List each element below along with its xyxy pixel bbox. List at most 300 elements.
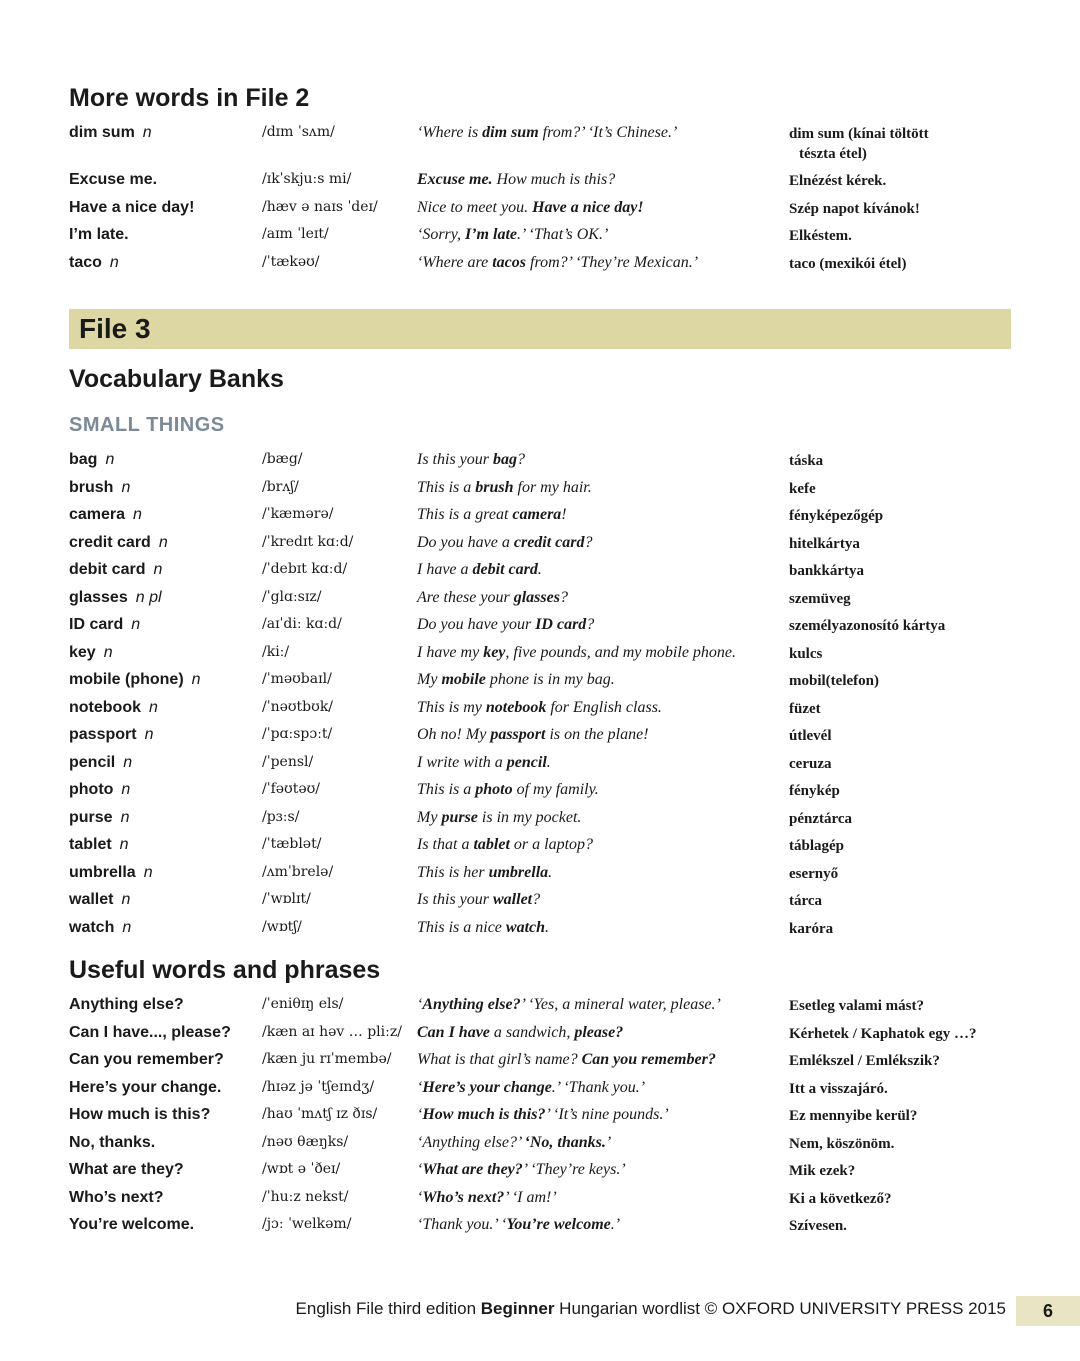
translation	[789, 124, 999, 164]
example-sentence	[417, 1189, 557, 1207]
example-text: This is her	[417, 863, 489, 881]
part-of-speech: n	[133, 506, 142, 523]
headword	[69, 451, 114, 469]
part-of-speech: n	[149, 698, 158, 716]
word-row	[0, 479, 1080, 507]
translation-text: szemüveg	[789, 590, 851, 607]
example-keyword: Have a nice day!	[532, 198, 644, 216]
example-keyword: What are they?	[422, 1161, 523, 1178]
translation	[789, 171, 999, 191]
translation-text: Esetleg valami mást?	[789, 998, 924, 1014]
example-sentence	[417, 1161, 626, 1179]
example-text: ‘	[417, 1106, 423, 1123]
headword	[69, 1161, 184, 1179]
example-text: Is that a	[417, 836, 474, 853]
part-of-speech: n	[153, 561, 163, 578]
translation	[789, 836, 999, 856]
translation-text: személyazonosító kártya	[789, 618, 946, 634]
translation	[789, 754, 999, 774]
pronunciation: /ˈpensl/	[262, 753, 314, 770]
example-text: My	[417, 671, 442, 688]
headword-text: What are they?	[69, 1161, 184, 1178]
pronunciation: /aɪm ˈleɪt/	[262, 226, 329, 242]
translation-text: karóra	[789, 920, 834, 937]
word-row	[0, 1189, 1080, 1217]
example-sentence	[417, 996, 721, 1014]
example-text: Is this your	[417, 451, 493, 468]
headword	[69, 809, 129, 827]
headword	[69, 1079, 221, 1097]
pronunciation: /ˈməʊbaɪl/	[262, 671, 332, 687]
example-keyword: purse	[441, 808, 478, 826]
translation-text: kefe	[789, 480, 816, 497]
translation-text: hitelkártya	[789, 535, 860, 552]
pronunciation: /aɪˈdiː kɑːd/	[262, 616, 342, 632]
pronunciation: /brʌʃ/	[262, 478, 299, 495]
word-row	[0, 1051, 1080, 1079]
example-text: phone is in my bag.	[485, 671, 615, 688]
word-row	[0, 671, 1080, 699]
example-text: Do you have a	[417, 533, 514, 551]
example-text: This is my	[417, 698, 486, 716]
part-of-speech: n	[122, 918, 132, 936]
example-keyword: please?	[574, 1023, 624, 1041]
example-text: ?	[586, 616, 595, 633]
word-row	[0, 1134, 1080, 1162]
example-text: This is a nice	[417, 918, 506, 936]
more-words-list	[0, 124, 1080, 281]
example-keyword: How much is this?	[422, 1106, 546, 1123]
headword-text: ID card	[69, 616, 124, 633]
example-keyword: tablet	[473, 836, 510, 853]
headword	[69, 754, 132, 772]
translation	[789, 561, 999, 581]
example-keyword: umbrella	[488, 863, 549, 881]
translation	[789, 254, 999, 274]
example-sentence	[417, 589, 568, 607]
example-sentence	[417, 506, 567, 524]
headword	[69, 124, 152, 142]
headword	[69, 644, 113, 662]
example-text: ‘Sorry,	[417, 226, 465, 243]
translation	[789, 1106, 999, 1126]
translation	[789, 199, 999, 219]
part-of-speech: n	[123, 753, 133, 771]
example-text: .	[537, 561, 542, 578]
pronunciation: /wɒt ə ˈðeɪ/	[262, 1161, 341, 1177]
word-row	[0, 836, 1080, 864]
translation	[789, 644, 999, 664]
word-row	[0, 226, 1080, 254]
example-sentence	[417, 699, 662, 717]
word-row	[0, 1216, 1080, 1244]
pronunciation: /ˈeniθɪŋ els/	[262, 996, 344, 1012]
headword	[69, 171, 157, 189]
word-row	[0, 1079, 1080, 1107]
example-text: Do you have your	[417, 616, 536, 633]
example-text: My	[417, 808, 442, 826]
headword-text: purse	[69, 808, 113, 826]
example-text: ’ ‘I am!’	[504, 1188, 557, 1206]
example-text: , five pounds, and my mobile phone.	[505, 643, 737, 661]
word-row	[0, 864, 1080, 892]
part-of-speech: n	[120, 808, 130, 826]
headword	[69, 1024, 231, 1042]
translation	[789, 996, 999, 1016]
headword-text: Anything else?	[69, 996, 184, 1013]
example-text: ’	[605, 1133, 612, 1151]
headword	[69, 534, 168, 552]
example-text: for my hair.	[513, 478, 592, 496]
pronunciation: /jɔː ˈwelkəm/	[262, 1216, 352, 1232]
example-text: ‘Anything else?’	[417, 1133, 525, 1151]
example-sentence	[417, 561, 542, 579]
headword-text: Who’s next?	[69, 1188, 164, 1206]
part-of-speech: n	[144, 726, 154, 743]
part-of-speech: n	[121, 891, 131, 908]
word-row	[0, 891, 1080, 919]
pronunciation: /wɒtʃ/	[262, 918, 302, 935]
translation-text: ceruza	[789, 755, 832, 772]
example-text: I have a	[417, 561, 473, 578]
translation	[789, 891, 999, 911]
headword	[69, 506, 142, 524]
translation	[789, 864, 999, 884]
example-sentence	[417, 171, 615, 189]
example-keyword: mobile	[441, 671, 486, 688]
example-text: ?	[584, 533, 593, 551]
headword-text: key	[69, 643, 96, 661]
example-text: for English class.	[546, 698, 662, 716]
example-keyword: ‘No, thanks.	[524, 1133, 606, 1151]
example-sentence	[417, 124, 677, 142]
example-keyword: pencil	[506, 753, 547, 771]
translation-text: Emlékszel / Emlékszik?	[789, 1053, 940, 1069]
example-sentence	[417, 254, 698, 272]
pronunciation: /ˈkredɪt kɑːd/	[262, 533, 354, 550]
example-keyword: I’m late	[465, 226, 517, 243]
pronunciation: /ˈpɑːspɔːt/	[262, 726, 333, 742]
headword	[69, 589, 162, 607]
translation-text: Szívesen.	[789, 1218, 847, 1234]
word-row	[0, 1024, 1080, 1052]
translation	[789, 616, 999, 636]
word-row	[0, 726, 1080, 754]
footer-copyright	[296, 1299, 1006, 1319]
pronunciation: /ˈtæblət/	[262, 836, 322, 852]
example-text: Nice to meet you.	[417, 198, 533, 216]
headword	[69, 616, 140, 634]
part-of-speech: n	[119, 836, 129, 853]
example-text: .’ ‘Thank you.’	[551, 1078, 646, 1096]
example-sentence	[417, 1024, 623, 1042]
part-of-speech: n	[191, 671, 201, 688]
part-of-speech: n	[121, 478, 131, 496]
translation-text: dim sum (kínai töltött	[789, 126, 929, 142]
headword	[69, 226, 129, 244]
headword-text: credit card	[69, 533, 151, 551]
example-sentence	[417, 754, 551, 772]
headword-text: You’re welcome.	[69, 1216, 195, 1233]
example-keyword: dim sum	[482, 124, 539, 141]
pronunciation: /ɪkˈskjuːs mi/	[262, 171, 352, 187]
headword	[69, 726, 153, 744]
file-band-label: File 3	[79, 313, 151, 344]
example-sentence	[417, 919, 549, 937]
translation-text: Kérhetek / Kaphatok egy …?	[789, 1025, 977, 1042]
more-words-heading: More words in File 2	[69, 84, 310, 112]
pronunciation: /ˈhuːz nekst/	[262, 1188, 349, 1205]
headword	[69, 864, 153, 882]
word-row	[0, 589, 1080, 617]
pronunciation: /dɪm ˈsʌm/	[262, 124, 335, 140]
footer	[0, 1296, 1080, 1326]
headword	[69, 199, 194, 217]
example-sentence	[417, 644, 736, 662]
translation-text: Nem, köszönöm.	[789, 1135, 895, 1152]
headword	[69, 561, 162, 579]
translation	[789, 699, 999, 719]
example-sentence	[417, 891, 540, 909]
example-sentence	[417, 836, 593, 854]
example-keyword: tacos	[492, 253, 527, 271]
headword-text: Can you remember?	[69, 1051, 224, 1068]
part-of-speech: n	[131, 616, 141, 633]
pronunciation: /kæn aɪ həv … pliːz/	[262, 1023, 402, 1040]
example-sentence	[417, 199, 644, 217]
example-keyword: Who’s next?	[422, 1188, 505, 1206]
pronunciation: /hɪəz jə ˈtʃeɪndʒ/	[262, 1078, 375, 1095]
headword	[69, 699, 158, 717]
translation-text: Szép napot kívánok!	[789, 200, 920, 217]
example-keyword: Excuse me.	[417, 171, 493, 188]
translation-text: mobil(telefon)	[789, 673, 879, 689]
pronunciation: /ˈfəʊtəʊ/	[262, 781, 321, 797]
example-sentence	[417, 726, 649, 744]
word-row	[0, 996, 1080, 1024]
headword	[69, 891, 130, 909]
example-sentence	[417, 1079, 645, 1097]
footer-text-bold: Beginner	[480, 1299, 555, 1318]
headword-text: umbrella	[69, 863, 136, 881]
example-keyword: ID card	[535, 616, 587, 633]
word-row	[0, 699, 1080, 727]
word-row	[0, 616, 1080, 644]
useful-phrases-heading: Useful words and phrases	[69, 956, 381, 984]
example-text: !	[561, 506, 567, 523]
pronunciation: /hæv ə naɪs ˈdeɪ/	[262, 198, 378, 215]
headword-text: debit card	[69, 561, 146, 578]
translation-text: táblagép	[789, 838, 845, 854]
example-sentence	[417, 781, 599, 799]
translation-text: kulcs	[789, 645, 823, 662]
example-keyword: credit card	[513, 533, 585, 551]
pronunciation: /kæn ju rɪˈmembə/	[262, 1051, 392, 1067]
pronunciation: /ʌmˈbrelə/	[262, 863, 334, 880]
headword	[69, 1134, 155, 1152]
headword	[69, 781, 130, 799]
example-text: ’ ‘They’re keys.’	[522, 1161, 626, 1178]
part-of-speech: n	[158, 533, 168, 551]
translation-text: bankkártya	[789, 563, 865, 579]
translation-text: füzet	[789, 700, 821, 717]
file-band	[69, 309, 1011, 349]
headword	[69, 1216, 194, 1234]
example-text: .	[548, 863, 553, 881]
example-text: .’ ‘That’s OK.’	[517, 226, 609, 243]
translation	[789, 1024, 999, 1044]
headword	[69, 1189, 164, 1207]
translation	[789, 781, 999, 801]
example-sentence	[417, 864, 552, 882]
example-text: ‘	[417, 1078, 423, 1096]
small-things-subheading: SMALL THINGS	[69, 414, 225, 436]
example-sentence	[417, 479, 592, 497]
example-keyword: You’re welcome	[506, 1216, 611, 1233]
translation	[789, 1051, 999, 1071]
part-of-speech: n	[121, 781, 131, 798]
example-keyword: Can you remember?	[581, 1051, 716, 1068]
example-text: ?	[532, 891, 541, 908]
headword-text: Here’s your change.	[69, 1078, 222, 1096]
example-text: ‘Where is	[417, 124, 483, 141]
footer-text-after: Hungarian wordlist © OXFORD UNIVERSITY PRESS 2015	[554, 1299, 1006, 1318]
word-row	[0, 754, 1080, 782]
example-keyword: passport	[490, 726, 546, 743]
example-text: This is a great	[417, 506, 513, 523]
example-keyword: watch	[505, 918, 546, 936]
pronunciation: /ˈdebɪt kɑːd/	[262, 561, 348, 577]
word-row	[0, 451, 1080, 479]
headword-text: glasses	[69, 588, 128, 606]
word-row	[0, 254, 1080, 282]
translation-text: tárca	[789, 893, 823, 909]
small-things-list	[0, 451, 1080, 946]
word-row	[0, 644, 1080, 672]
translation	[789, 534, 999, 554]
part-of-speech: n	[103, 643, 113, 661]
footer-text-before: English File third edition	[295, 1299, 481, 1318]
example-sentence	[417, 616, 594, 634]
translation	[789, 919, 999, 939]
translation	[789, 589, 999, 609]
example-text: ‘Thank you.’ ‘	[417, 1216, 507, 1233]
example-text: is in my pocket.	[477, 808, 582, 826]
example-text: ?	[517, 451, 525, 468]
translation	[789, 506, 999, 526]
word-row	[0, 561, 1080, 589]
headword-text: wallet	[69, 891, 114, 908]
translation-text: útlevél	[789, 728, 832, 744]
translation-text: Itt a visszajáró.	[789, 1080, 888, 1097]
example-text: How much is this?	[492, 171, 616, 188]
headword-text: camera	[69, 506, 126, 523]
headword	[69, 996, 184, 1014]
word-row	[0, 919, 1080, 947]
useful-phrases-list	[0, 996, 1080, 1244]
translation	[789, 1079, 999, 1099]
headword	[69, 479, 130, 497]
translation	[789, 1161, 999, 1181]
pronunciation: /bæg/	[262, 451, 303, 467]
translation-text: táska	[789, 453, 824, 469]
example-text: Is this your	[417, 891, 493, 908]
headword-text: notebook	[69, 698, 141, 716]
word-row	[0, 124, 1080, 171]
example-text: .’	[610, 1216, 621, 1233]
example-keyword: key	[483, 643, 506, 661]
translation	[789, 451, 999, 471]
example-keyword: photo	[475, 781, 513, 798]
headword-text: bag	[69, 451, 98, 468]
translation	[789, 1134, 999, 1154]
example-text: What is that girl’s name?	[417, 1051, 582, 1068]
headword	[69, 919, 131, 937]
headword	[69, 1051, 224, 1069]
translation-text: pénztárca	[789, 810, 853, 827]
headword-text: Excuse me.	[69, 171, 158, 188]
example-text: I write with a	[417, 753, 507, 771]
example-sentence	[417, 226, 608, 244]
translation	[789, 1216, 999, 1236]
word-row	[0, 534, 1080, 562]
headword-text: dim sum	[69, 124, 135, 141]
example-keyword: Here’s your change	[422, 1078, 552, 1096]
word-row	[0, 781, 1080, 809]
headword-text: taco	[69, 253, 102, 271]
pronunciation: /ˈwɒlɪt/	[262, 891, 311, 907]
translation	[789, 809, 999, 829]
example-text: ’ ‘Yes, a mineral water, please.’	[520, 996, 721, 1013]
word-row	[0, 171, 1080, 199]
headword-text: I’m late.	[69, 226, 129, 243]
translation-text: Elnézést kérek.	[789, 173, 887, 189]
example-keyword: wallet	[493, 891, 533, 908]
headword-text: tablet	[69, 836, 112, 853]
part-of-speech: n	[143, 863, 153, 881]
word-row	[0, 1106, 1080, 1134]
headword-text: Have a nice day!	[69, 198, 195, 216]
example-sentence	[417, 671, 615, 689]
example-keyword: glasses	[513, 588, 560, 606]
example-text: ‘	[417, 1188, 423, 1206]
part-of-speech: n	[142, 124, 152, 141]
translation	[789, 726, 999, 746]
headword-text: Can I have..., please?	[69, 1023, 231, 1041]
translation-text-line2: tészta étel)	[799, 146, 867, 162]
example-text: ‘	[417, 1161, 423, 1178]
translation-text: esernyő	[789, 865, 839, 882]
example-text: ‘Where are	[417, 253, 493, 271]
translation-text: Ki a következő?	[789, 1190, 892, 1207]
part-of-speech: n pl	[135, 588, 162, 606]
headword-text: No, thanks.	[69, 1133, 156, 1151]
pronunciation: /haʊ ˈmʌtʃ ɪz ðɪs/	[262, 1106, 378, 1122]
part-of-speech: n	[109, 253, 119, 271]
example-keyword: debit card	[472, 561, 538, 578]
example-sentence	[417, 1134, 611, 1152]
translation	[789, 671, 999, 691]
example-text: Oh no! My	[417, 726, 491, 743]
pronunciation: /kiː/	[262, 643, 290, 660]
translation-text: Ez mennyibe kerül?	[789, 1108, 918, 1124]
example-keyword: bag	[493, 451, 517, 468]
headword-text: brush	[69, 478, 114, 496]
example-keyword: Anything else?	[422, 996, 521, 1013]
example-text: ‘	[417, 996, 423, 1013]
vocab-banks-heading: Vocabulary Banks	[69, 365, 284, 393]
translation-text: fénykép	[789, 783, 840, 799]
